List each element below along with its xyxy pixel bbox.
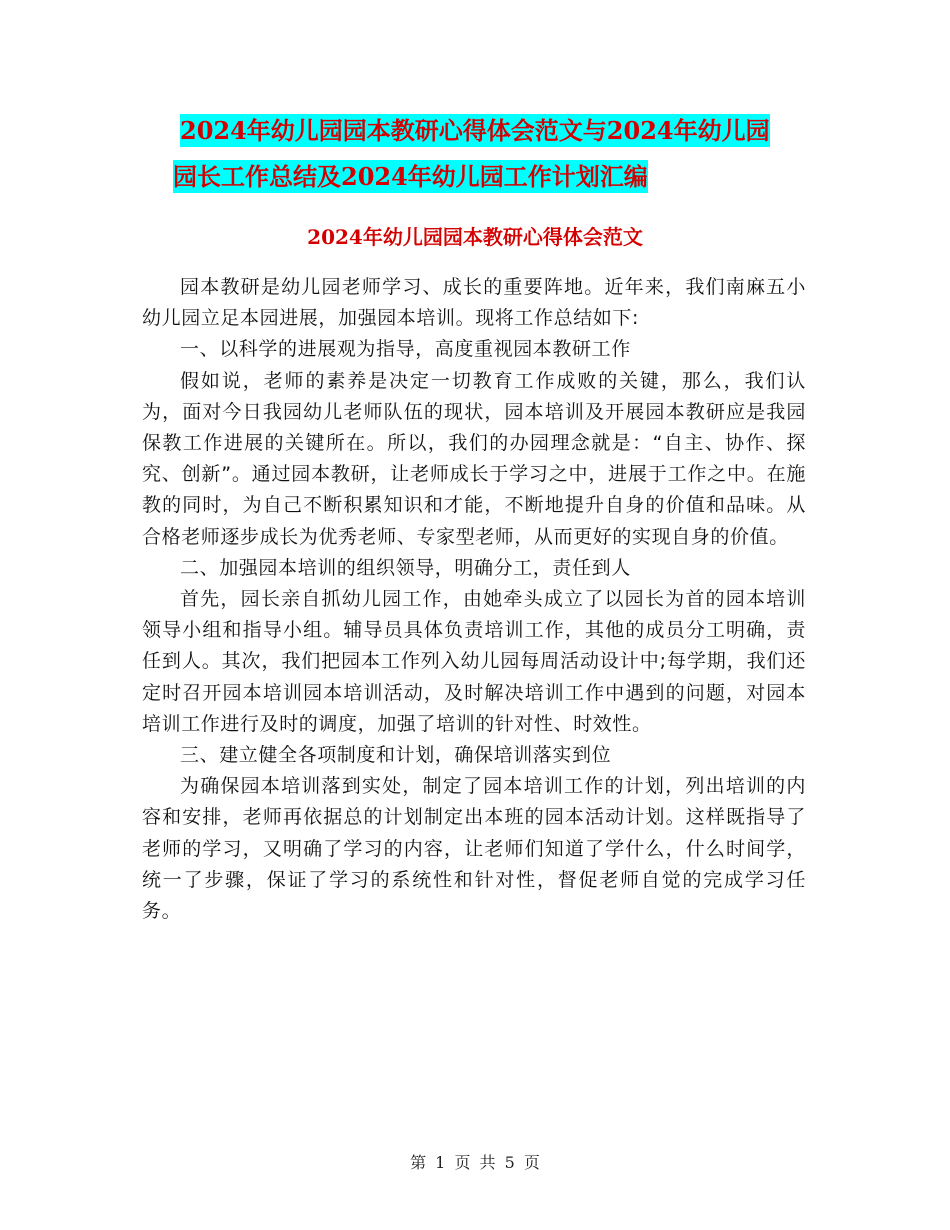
section-title: 2024年幼儿园园本教研心得体会范文 <box>307 225 643 249</box>
document-body <box>142 272 806 927</box>
heading-two: 二、加强园本培训的组织领导，明确分工，责任到人 <box>180 556 631 579</box>
paragraph-three: 为确保园本培训落到实处，制定了园本培训工作的计划，列出培训的内容和安排，老师再依据总的计划制定出本班的园本活动计划。这样既指导了老师的学习，又明确了学习的内容，让老师们知道了学什么，什么时间学，统一了步骤，保证了学习的系统性和针对性，督促老师自觉的完成学习任务。 <box>142 775 806 923</box>
heading-one: 一、以科学的进展观为指导，高度重视园本教研工作 <box>180 338 631 361</box>
paragraph-two: 首先，园长亲自抓幼儿园工作，由她牵头成立了以园长为首的园本培训领导小组和指导小组。辅导员具体负责培训工作，其他的成员分工明确，责任到人。其次，我们把园本工作列入幼儿园每周活动设计中;每学期，我们还定时召开园本培训园本培训活动，及时解决培训工作中遇到的问题，对园本培训工作进行及时的调度，加强了培训的针对性、时效性。 <box>142 588 806 735</box>
document-title-line-1: 2024年幼儿园园本教研心得体会范文与2024年幼儿园 <box>180 116 770 145</box>
paragraph-one: 假如说，老师的素养是决定一切教育工作成败的关键，那么，我们认为，面对今日我园幼儿老师队伍的现状，园本培训及开展园本教研应是我园保教工作进展的关键所在。所以，我们的办园理念就是：“自主、协作、探究、创新”。通过园本教研，让老师成长于学习之中，进展于工作之中。在施教的同时，为自己不断积累知识和才能，不断地提升自身的价值和品味。从合格老师逐步成长为优秀老师、专家型老师，从而更好的实现自身的价值。 <box>142 369 806 548</box>
heading-three: 三、建立健全各项制度和计划，确保培训落实到位 <box>180 744 612 767</box>
document-title <box>173 108 820 200</box>
document-title-line-2: 园长工作总结及2024年幼儿园工作计划汇编 <box>173 162 648 191</box>
page-number-footer: 第 1 页 共 5 页 <box>410 1153 540 1172</box>
paragraph-intro: 园本教研是幼儿园老师学习、成长的重要阵地。近年来，我们南麻五小幼儿园立足本园进展，加强园本培训。现将工作总结如下: <box>142 276 806 330</box>
